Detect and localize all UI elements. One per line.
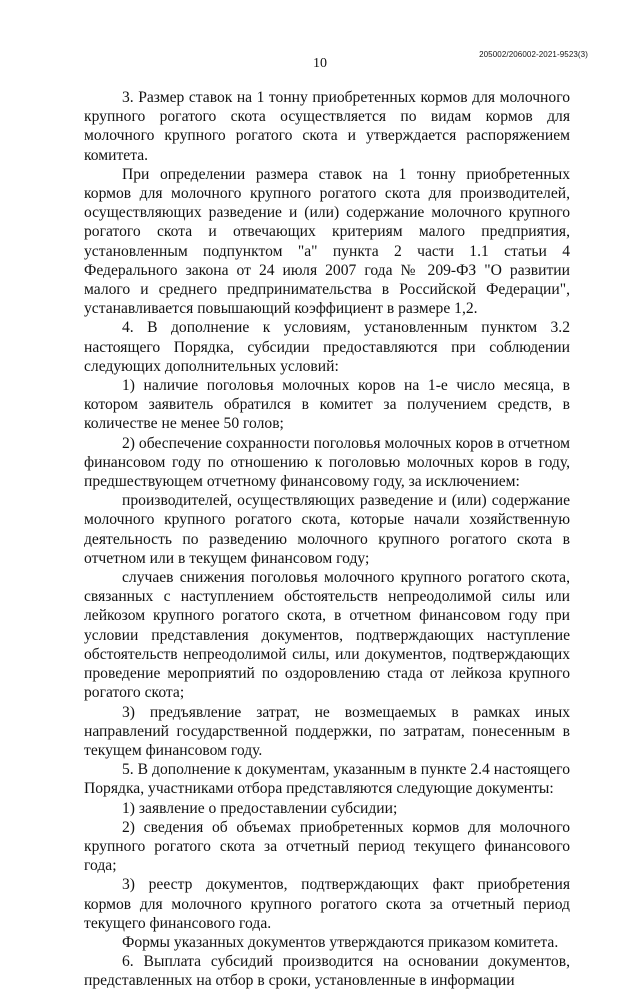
paragraph-exception-producers: производителей, осуществляющих разведение и (или) содержание молочного крупного рогатого скота, которые начали хозяйственную деятельность по разведению молочного крупного рогатого скота в отчетном или в текущем финансовом году; <box>84 492 570 567</box>
paragraph-3: 3. Размер ставок на 1 тонну приобретенных кормов для молочного крупного рогатого скота осуществляется по видам кормов для молочного крупного рогатого скота и утверждается распоряжением комитета. <box>84 89 570 164</box>
paragraph-coefficient: При определении размера ставок на 1 тонну приобретенных кормов для молочного крупного рогатого скота для производителей, осуществляющих разведение и (или) содержание молочного крупного рогатого скота и отвечающих критериям малого предприятия, установленным подпунктом "а" пункта 2 части 1.1 статьи 4 Федерального закона от 24 июля 2007 года № 209-ФЗ "О развитии малого и среднего предпринимательства в Российской Федерации", устанавливается повышающий коэффициент в размере 1,2. <box>84 165 570 318</box>
paragraph-4-item-3: 3) предъявление затрат, не возмещаемых в рамках иных направлений государственной поддержки, по затратам, понесенным в текущем финансовом году. <box>84 703 570 759</box>
paragraph-4: 4. В дополнение к условиям, установленным пунктом 3.2 настоящего Порядка, субсидии предоставляются при соблюдении следующих дополнительных условий: <box>84 319 570 375</box>
paragraph-exception-force-majeure: случаев снижения поголовья молочного крупного рогатого скота, связанных с наступлением обстоятельств непреодолимой силы или лейкозом крупного рогатого скота, в отчетном финансовом году при условии представления документов, подтверждающих наступление обстоятельств непреодолимой силы, или документов, подтверждающих проведение мероприятий по оздоровлению стада от лейкоза крупного рогатого скота; <box>84 569 570 702</box>
page-number: 10 <box>313 56 327 71</box>
paragraph-4-item-1: 1) наличие поголовья молочных коров на 1-е число месяца, в котором заявитель обратился в комитет за получением средств, в количестве не менее 50 голов; <box>84 377 570 433</box>
document-body <box>84 88 570 991</box>
paragraph-6: 6. Выплата субсидий производится на основании документов, представленных на отбор в сроки, установленные в информации <box>84 953 570 990</box>
document-id: 205002/206002-2021-9523(3) <box>479 50 588 59</box>
paragraph-4-item-2: 2) обеспечение сохранности поголовья молочных коров в отчетном финансовом году по отношению к поголовью молочных коров в году, предшествующем отчетному финансовому году, за исключением: <box>84 434 570 491</box>
paragraph-5: 5. В дополнение к документам, указанным в пункте 2.4 настоящего Порядка, участниками отбора представляются следующие документы: <box>84 761 570 798</box>
paragraph-5-item-1: 1) заявление о предоставлении субсидии; <box>122 799 398 817</box>
paragraph-forms: Формы указанных документов утверждаются приказом комитета. <box>122 933 559 951</box>
paragraph-5-item-3: 3) реестр документов, подтверждающих факт приобретения кормов для молочного крупного рогатого скота за отчетный период текущего финансового года. <box>84 876 570 932</box>
paragraph-5-item-2: 2) сведения об объемах приобретенных кормов для молочного крупного рогатого скота за отчетный период текущего финансового года; <box>84 818 570 875</box>
